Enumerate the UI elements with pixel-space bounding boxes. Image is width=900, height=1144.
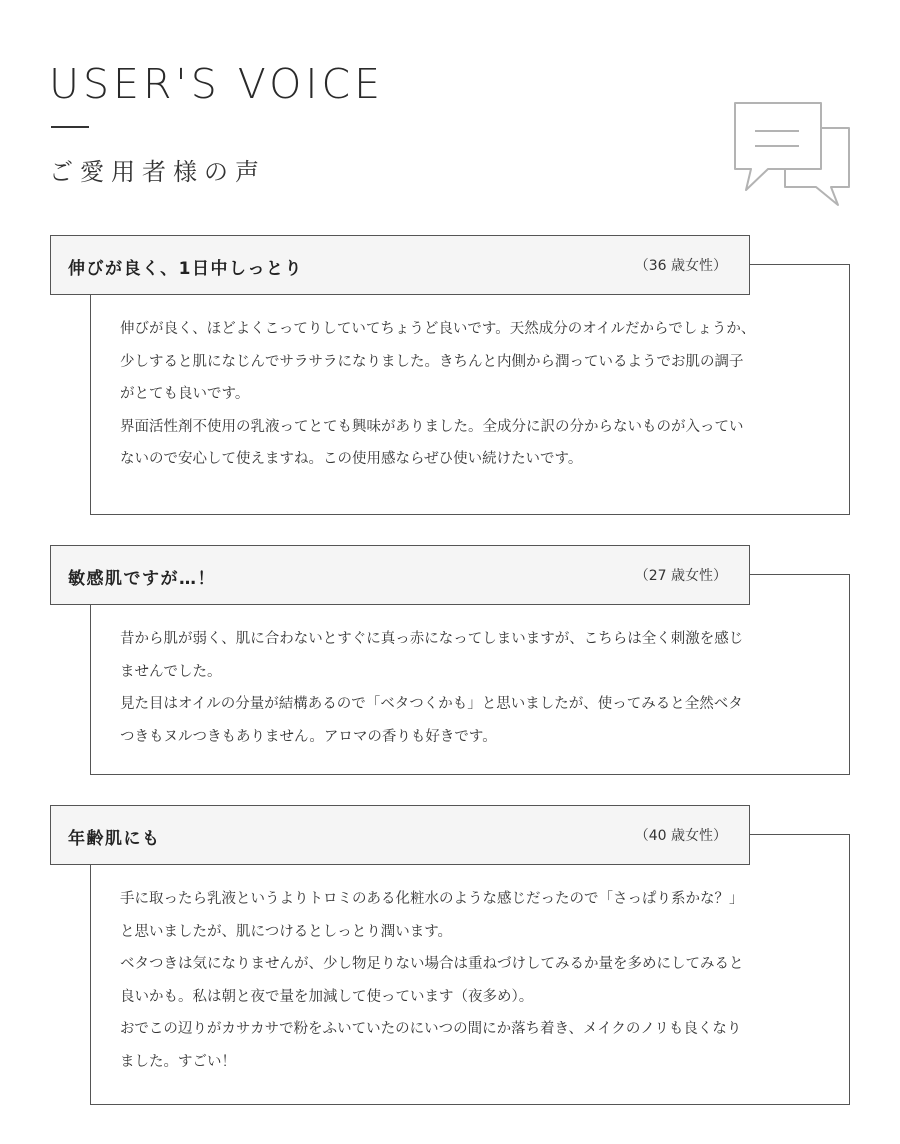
- review-line: がとても良いです。: [120, 386, 250, 402]
- review-line: ベタつきは気になりませんが、少し物足りない場合は重ねづけしてみるか量を多めにしてみると: [120, 956, 744, 972]
- review-title: 年齢肌にも: [68, 829, 161, 849]
- review-line: 伸びが良く、ほどよくこってりしていてちょうど良いです。天然成分のオイルだからでしょうか、: [120, 321, 756, 337]
- review-line: 少しすると肌になじんでサラサラになりました。きちんと内側から潤っているようでお肌の調子: [120, 353, 744, 370]
- review-line: 良いかも。私は朝と夜で量を加減して使っています（夜多め）。: [120, 988, 534, 1005]
- review-card: [50, 235, 850, 516]
- title-divider: [51, 126, 89, 128]
- page-title: USER'S VOICE: [49, 60, 384, 108]
- review-line: と思いましたが、肌につけるとしっとり潤います。: [120, 923, 453, 940]
- review-text: [120, 623, 820, 753]
- review-header: [50, 545, 750, 605]
- review-line: ないので安心して使えますね。この使用感ならぜひ使い続けたいです。: [120, 451, 583, 467]
- review-line: ました。すごい！: [120, 1053, 236, 1070]
- page-subtitle: ご愛用者様の声: [49, 158, 266, 186]
- review-title: 伸びが良く、1日中しっとり: [68, 259, 303, 279]
- reviewer-info: （36 歳女性）: [634, 258, 727, 274]
- review-line: 昔から肌が弱く、肌に合わないとすぐに真っ赤になってしまいますが、こちらは全く刺激を感じ: [120, 631, 744, 647]
- review-line: 界面活性剤不使用の乳液ってとても興味がありました。全成分に訳の分からないものが入ってい: [120, 418, 744, 435]
- review-title: 敏感肌ですが…！: [68, 569, 216, 589]
- review-line: ませんでした。: [120, 663, 222, 680]
- review-card: [50, 545, 850, 776]
- chat-bubbles-icon: [733, 101, 853, 209]
- review-line: 見た目はオイルの分量が結構あるので「ベタつくかも」と思いましたが、使ってみると全然ベタ: [120, 696, 743, 712]
- review-header: [50, 235, 750, 295]
- review-text: [120, 883, 820, 1078]
- reviewer-info: （27 歳女性）: [634, 568, 727, 584]
- review-card: [50, 805, 850, 1106]
- reviewer-info: （40 歳女性）: [634, 828, 727, 844]
- review-text: [120, 313, 820, 476]
- review-line: つきもヌルつきもありません。アロマの香りも好きです。: [120, 728, 497, 745]
- review-line: 手に取ったら乳液というよりトロミのある化粧水のような感じだったので「さっぱり系かな？」: [120, 891, 744, 907]
- review-header: [50, 805, 750, 865]
- review-line: おでこの辺りがカサカサで粉をふいていたのにいつの間にか落ち着き、メイクのノリも良くなり: [120, 1021, 742, 1037]
